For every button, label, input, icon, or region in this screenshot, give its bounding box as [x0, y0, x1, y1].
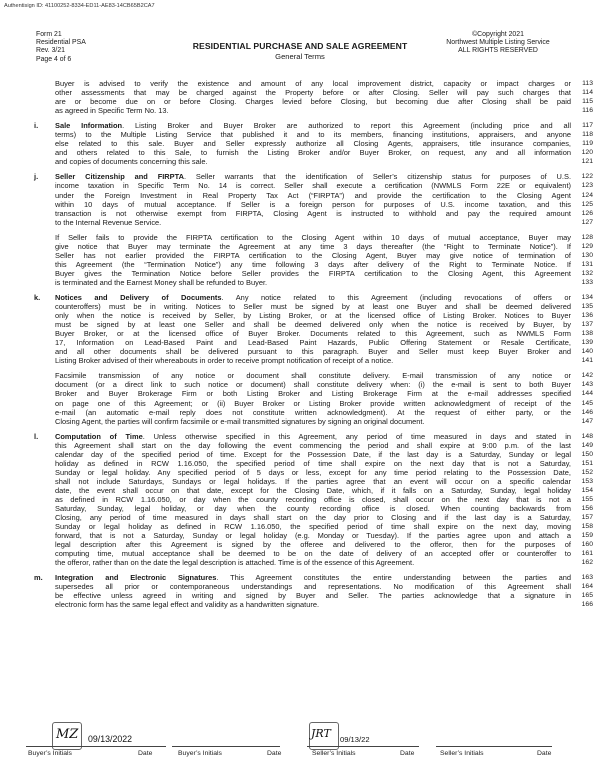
text-line	[26, 130, 598, 139]
section-marker	[26, 531, 55, 540]
line-number: 155	[581, 495, 593, 503]
section-marker	[26, 477, 55, 486]
buyer1-initials-label: Buyer’s Initials	[28, 750, 72, 757]
form-type: Residential PSA	[36, 39, 86, 47]
line-number: 137	[581, 321, 593, 329]
line-number: 157	[581, 514, 593, 522]
text-line	[26, 242, 598, 251]
line-text: shall not include Saturdays, Sundays or legal holidays. If the parties agree that an event will occur on a specific calendar	[55, 476, 571, 486]
section-marker	[26, 558, 55, 567]
text-line	[26, 558, 598, 567]
seller2-date-label: Date	[537, 750, 552, 757]
line-text: electronic form has the same legal effect and validity as a handwritten signature.	[55, 600, 320, 610]
line-text: to the Internal Revenue Service.	[55, 217, 162, 227]
section-marker	[26, 320, 55, 329]
section-marker: m.	[34, 573, 43, 583]
buyer2-initials-label: Buyer’s Initials	[178, 750, 222, 757]
text-line	[26, 278, 598, 287]
line-text: terms) to the Multiple Listing Service that published it and to its members, financing institutions, appraisers, and anyone	[55, 130, 571, 140]
text-line	[26, 468, 598, 477]
section-l	[26, 432, 598, 568]
line-number: 133	[581, 278, 593, 286]
line-number: 116	[582, 107, 593, 115]
line-text: other assessments that may be charged against the Property before or after Closing. Seller will pay such charges that	[55, 88, 571, 98]
line-text: calendar day of the specified period of time. Except for the Possession Date, if the last day is a Saturday, Sunday or legal	[55, 449, 571, 459]
section-marker	[26, 549, 55, 558]
text-line	[26, 191, 598, 200]
document-header	[150, 41, 450, 61]
line-text: Closing, any period of time measured in days shall start on the day prior to Closing and if the last day is a Saturday,	[55, 513, 571, 523]
copyright-rights: ALL RIGHTS RESERVED	[458, 47, 538, 55]
text-line	[26, 371, 598, 380]
text-line	[26, 269, 598, 278]
line-number: 166	[581, 601, 593, 609]
section-marker: l.	[34, 431, 39, 441]
copyright-org: Northwest Multiple Listing Service	[446, 39, 550, 47]
section-marker	[26, 582, 55, 591]
section-marker	[26, 106, 55, 115]
section-marker	[26, 408, 55, 417]
section-intro	[26, 79, 598, 115]
section-marker	[26, 495, 55, 504]
page-subtitle: General Terms	[275, 52, 325, 61]
line-number: 165	[581, 592, 593, 600]
line-number: 144	[581, 390, 593, 398]
line-number: 128	[581, 233, 593, 241]
line-number: 136	[581, 312, 593, 320]
section-marker	[26, 380, 55, 389]
page-number: Page 4 of 6	[36, 55, 72, 63]
line-number: 152	[581, 468, 593, 476]
section-marker	[26, 371, 55, 380]
line-text: Saturday, Sunday, legal holiday, or day when the county recording office is closed. When counting backwards from	[55, 504, 571, 514]
section-marker	[26, 200, 55, 209]
section-marker	[26, 302, 55, 311]
seller1-sign-line	[307, 746, 419, 747]
line-text: If Seller fails to provide the FIRPTA certification to the Closing Agent within 10 days of mutual acceptance, Buyer may	[55, 232, 571, 242]
text-line	[26, 200, 598, 209]
line-number: 132	[581, 269, 593, 277]
text-line	[26, 380, 598, 389]
line-text: and all other documents shall be delivered pursuant to this paragraph. Buyer and Seller must keep Buyer Broker and	[55, 347, 571, 357]
line-number: 148	[581, 432, 593, 440]
text-line	[26, 148, 598, 157]
line-text: . This Agreement constitutes the entire understanding between the parties and	[216, 573, 571, 583]
line-number: 118	[582, 131, 593, 139]
section-marker	[26, 522, 55, 531]
section-marker	[26, 513, 55, 522]
section-marker	[26, 450, 55, 459]
text-line	[26, 311, 598, 320]
text-line	[26, 172, 598, 181]
line-number: 160	[581, 541, 593, 549]
text-line	[26, 97, 598, 106]
text-line	[26, 432, 598, 441]
text-line	[26, 218, 598, 227]
section-marker	[26, 347, 55, 356]
text-line	[26, 139, 598, 148]
section-i	[26, 121, 598, 166]
buyer2-sign-line	[172, 746, 280, 747]
line-text: and copies of documents concerning this sale.	[55, 157, 208, 167]
line-number: 120	[581, 149, 593, 157]
section-marker	[26, 504, 55, 513]
line-text: are or become due on or before Closing. Charges levied before Closing, but becoming due after Closing shall be paid	[55, 97, 571, 107]
buyer1-date: 09/13/2022	[88, 734, 133, 744]
line-text: Buyer gives the Termination Notice before Seller provides the FIRPTA certification to the Closing Agent, this Agreement	[55, 268, 571, 278]
line-text: this Agreement (the “Termination Notice”) any time following 3 days after delivery of the Right to Terminate Notice. If	[55, 259, 571, 269]
line-text-with-heading	[55, 573, 571, 582]
line-number: 117	[582, 122, 593, 130]
line-number: 162	[581, 559, 593, 567]
section-j	[26, 172, 598, 287]
section-heading: Sale Information	[55, 121, 123, 131]
line-text: Buyer is advised to verify the existence and amount of any local improvement district, capacity or impact charges or	[55, 79, 571, 88]
section-marker	[26, 251, 55, 260]
line-text: . Seller warrants that the identification of Seller’s citizenship status for purposes of U.S.	[184, 172, 571, 182]
line-number: 121	[581, 158, 593, 166]
line-number: 129	[581, 242, 593, 250]
line-number: 143	[581, 381, 593, 389]
line-number: 134	[581, 293, 593, 301]
line-text: this Agreement shall start on the day following the event commencing the period and shall expire at 9:00 p.m. of the last	[55, 440, 571, 450]
text-line	[26, 441, 598, 450]
line-text: income taxation in Specific Term No. 14 is correct. Seller shall execute a certification (NWMLS Form 22E or equivalent)	[55, 181, 571, 191]
text-line	[26, 157, 598, 166]
line-text: legal description after this Agreement is signed by the offeree and delivered to the offeror, then for the purposes of	[55, 540, 571, 550]
line-text: Sunday or legal holiday as defined in RCW 1.16.050, the specified period of time shall expire on the next day, moving	[55, 522, 571, 532]
line-number: 126	[581, 209, 593, 217]
line-number: 164	[581, 583, 593, 591]
seller1-date: 09/13/22	[340, 735, 370, 744]
page-title: RESIDENTIAL PURCHASE AND SALE AGREEMENT	[192, 41, 408, 51]
line-number: 113	[582, 80, 593, 87]
text-line	[26, 417, 598, 426]
text-line	[26, 320, 598, 329]
line-number: 114	[582, 89, 593, 97]
line-text: give notice that Buyer may terminate the Agreement at any time 3 days thereafter (the “Right to Terminate Notice”). If	[55, 241, 571, 251]
line-text: 17, Information on Lead-Based Paint and Lead-Based Paint Hazards, Public Offering Statement or Resale Certificate,	[55, 338, 571, 348]
section-marker	[26, 181, 55, 190]
text-line	[26, 549, 598, 558]
text-line	[26, 181, 598, 190]
line-number: 140	[581, 348, 593, 356]
text-line	[26, 251, 598, 260]
line-text: under the Foreign Investment in Real Property Tax Act (“FIRPTA”) and provide the certification to the Closing Agent	[55, 190, 571, 200]
seller2-sign-line	[436, 746, 552, 747]
line-text: forward, that is not a Saturday, Sunday or legal holiday (e.g. Monday or Tuesday). If the parties agree upon and attach a	[55, 531, 571, 541]
section-marker	[26, 468, 55, 477]
text-line	[26, 450, 598, 459]
line-text: Closing Agent, the parties will confirm facsimile or e-mail transmitted signatures by signing an original document.	[55, 416, 425, 426]
text-line	[26, 88, 598, 97]
line-number: 123	[581, 182, 593, 190]
section-marker	[26, 417, 55, 426]
form-number: Form 21	[36, 31, 62, 38]
section-marker: i.	[34, 121, 39, 131]
text-line	[26, 329, 598, 338]
text-line	[26, 522, 598, 531]
line-number: 159	[581, 532, 593, 540]
buyer2-date-label: Date	[267, 750, 282, 757]
section-marker	[26, 486, 55, 495]
section-marker	[26, 338, 55, 347]
line-text: as agreed in Specific Term No. 13.	[55, 106, 169, 116]
text-line	[26, 531, 598, 540]
line-text: transaction is not otherwise exempt from FIRPTA, Closing Agent is instructed to withhold and pay the required amount	[55, 208, 571, 218]
form-revision: Rev. 3/21	[36, 47, 65, 55]
line-number: 156	[581, 505, 593, 513]
line-text-with-heading	[55, 172, 571, 181]
section-m	[26, 573, 598, 609]
line-number: 131	[581, 260, 593, 268]
text-line	[26, 573, 598, 582]
document-body	[26, 79, 598, 616]
line-text: and others related to this Sale, to furnish the Listing Broker and/or Buyer Broker, on request, any and all information	[55, 148, 571, 158]
text-line	[26, 495, 598, 504]
line-text: Facsimile transmission of any notice or document shall constitute delivery. E-mail transmission of any notice or	[55, 371, 571, 381]
text-line	[26, 293, 598, 302]
copyright-year: ©Copyright 2021	[472, 31, 524, 38]
section-marker	[26, 157, 55, 166]
text-line	[26, 79, 598, 88]
section-marker	[26, 139, 55, 148]
line-number: 115	[582, 98, 593, 106]
section-heading: Computation of Time	[55, 431, 143, 441]
buyer1-initials: MZ	[56, 727, 79, 742]
line-text: . Any notice related to this Agreement (including revocations of offers or	[221, 292, 571, 302]
line-number: 130	[581, 251, 593, 259]
line-text: be effective unless agreed in writing and signed by Buyer and Seller. The parties acknowledge that a signature in	[55, 591, 571, 601]
initials-footer	[0, 708, 602, 768]
line-text: document (or a direct link to such notice or document) shall constitute delivery when: (i) the e-mail is sent to both Buyer	[55, 380, 571, 390]
line-text: is terminated and the Earnest Money shall be refunded to Buyer.	[55, 277, 268, 287]
section-marker	[26, 242, 55, 251]
section-marker	[26, 441, 55, 450]
text-line	[26, 540, 598, 549]
section-marker	[26, 591, 55, 600]
text-line	[26, 504, 598, 513]
seller1-date-label: Date	[400, 750, 415, 757]
line-number: 142	[581, 372, 593, 380]
copyright-block	[418, 31, 578, 56]
section-marker	[26, 399, 55, 408]
line-text: Broker and Buyer Brokerage Firm or both Listing Broker and Listing Brokerage Firm at the e-mail addresses specified	[55, 389, 571, 399]
section-marker	[26, 269, 55, 278]
line-number: 150	[581, 450, 593, 458]
line-text: must be signed by at least one Seller and shall be deemed delivered only when the notice is received by Buyer, by	[55, 320, 571, 330]
buyer1-sign-line	[26, 746, 166, 747]
line-number: 147	[581, 417, 593, 425]
text-line	[26, 600, 598, 609]
text-line	[26, 591, 598, 600]
line-number: 151	[581, 459, 593, 467]
line-text: . Listing Broker and Buyer Broker are authorized to report this Agreement (including price and all	[122, 121, 571, 131]
line-number: 122	[581, 173, 593, 181]
section-marker	[26, 148, 55, 157]
text-line	[26, 347, 598, 356]
text-line	[26, 399, 598, 408]
section-marker	[26, 79, 55, 88]
line-number: 138	[581, 330, 593, 338]
seller2-initials-label: Seller’s Initials	[440, 750, 484, 757]
section-heading: Notices and Delivery of Documents	[55, 292, 222, 302]
line-text: on page one of this Agreement; or (ii) Buyer Broker or Listing Broker provide written acknowledgment of receipt of the	[55, 398, 571, 408]
line-number: 141	[581, 357, 593, 365]
line-number: 154	[581, 486, 593, 494]
authentisign-id: Authentisign ID: 41100252-8334-ED11-AE83-14CB65B2CA7	[4, 3, 155, 9]
form-info	[36, 31, 86, 64]
line-text: only when the notice is received by Seller, by Listing Broker, or at the licensed office of Listing Broker. Notices to Buyer	[55, 311, 571, 321]
buyer1-date-label: Date	[138, 750, 153, 757]
text-line	[26, 260, 598, 269]
section-marker	[26, 329, 55, 338]
section-k	[26, 293, 598, 426]
text-line	[26, 477, 598, 486]
line-number: 161	[581, 550, 593, 558]
text-line	[26, 408, 598, 417]
line-text: Sunday or legal holiday. Any specified period of 5 days or less, except for any time period relating to the Possession Date,	[55, 467, 571, 477]
line-number: 139	[581, 339, 593, 347]
seller1-initials: JRT	[311, 727, 331, 740]
text-line	[26, 233, 598, 242]
line-text: the offeror, rather than on the date the legal description is attached. Time is of the essence of this Agreement.	[55, 558, 415, 568]
line-text: else related to this sale. Buyer and Seller expressly authorize all Closing Agents, appraisers, title insurance companies,	[55, 139, 571, 149]
text-line	[26, 459, 598, 468]
text-line	[26, 338, 598, 347]
text-line	[26, 209, 598, 218]
line-number: 127	[581, 218, 593, 226]
line-text: . Unless otherwise specified in this Agreement, any period of time measured in days and stated in	[142, 431, 571, 441]
line-number: 125	[581, 200, 593, 208]
line-text: counteroffers) must be in writing. Notices to Seller must be signed by at least one Buyer and shall be deemed delivered	[55, 302, 571, 312]
line-number: 149	[581, 441, 593, 449]
line-number: 153	[581, 477, 593, 485]
section-marker	[26, 130, 55, 139]
line-text-with-heading	[55, 432, 571, 441]
text-line	[26, 106, 598, 115]
seller1-initials-label: Seller’s Initials	[312, 750, 356, 757]
line-text: e-mail (an automatic e-mail reply does not constitute written acknowledgment). At the request of either party, or the	[55, 407, 571, 417]
section-marker	[26, 278, 55, 287]
line-text: computing time, mutual acceptance shall be deemed to be on the date of delivery of an accepted offer or counteroffer to	[55, 549, 571, 559]
line-text: supersedes all prior or contemporaneous understandings and representations. No modification of this Agreement shall	[55, 582, 571, 592]
line-text-with-heading	[55, 293, 571, 302]
section-marker	[26, 191, 55, 200]
section-marker: j.	[34, 172, 39, 182]
text-line	[26, 513, 598, 522]
line-text: Listing Broker advised of their whereabouts in order to receive prompt notification of receipt of a notice.	[55, 356, 394, 366]
line-text: Seller has not earlier provided the FIRPTA certification to the Closing Agent, Buyer may give notice of termination of	[55, 250, 571, 260]
text-line	[26, 302, 598, 311]
section-marker	[26, 389, 55, 398]
line-text: holiday as defined in RCW 1.16.050, the specified period of time shall expire on the next day that is not a Saturday,	[55, 458, 571, 468]
line-number: 163	[581, 574, 593, 582]
section-marker	[26, 88, 55, 97]
section-marker	[26, 260, 55, 269]
line-number: 145	[581, 399, 593, 407]
section-marker	[26, 233, 55, 242]
section-marker	[26, 209, 55, 218]
line-text: within 10 days of mutual acceptance. If Seller is a foreign person for purposes of U.S. income taxation, and this	[55, 199, 571, 209]
line-text: date, the event shall occur on that date, except for the Closing Date, which, if it falls on a Saturday, Sunday, legal holiday	[55, 485, 571, 495]
section-marker	[26, 218, 55, 227]
text-line	[26, 582, 598, 591]
line-number: 146	[581, 408, 593, 416]
section-marker	[26, 356, 55, 365]
line-text-with-heading	[55, 121, 571, 130]
section-heading: Seller Citizenship and FIRPTA	[55, 172, 185, 182]
section-marker	[26, 459, 55, 468]
section-marker	[26, 600, 55, 609]
line-number: 119	[582, 140, 593, 148]
section-marker: k.	[34, 292, 41, 302]
section-heading: Integration and Electronic Signatures	[55, 573, 217, 583]
text-line	[26, 356, 598, 365]
section-marker	[26, 540, 55, 549]
text-line	[26, 486, 598, 495]
section-marker	[26, 97, 55, 106]
line-text: Buyer Broker, or at the licensed office of Buyer Broker. Documents related to this Agreement, such as NWMLS Form	[55, 329, 571, 339]
line-number: 158	[581, 523, 593, 531]
line-number: 135	[581, 303, 593, 311]
line-number: 124	[581, 191, 593, 199]
line-text: as defined in RCW 1.16.050, or day when the county recording office is closed, shall occur on the next day that is not a	[55, 494, 571, 504]
section-marker	[26, 311, 55, 320]
text-line	[26, 389, 598, 398]
text-line	[26, 121, 598, 130]
